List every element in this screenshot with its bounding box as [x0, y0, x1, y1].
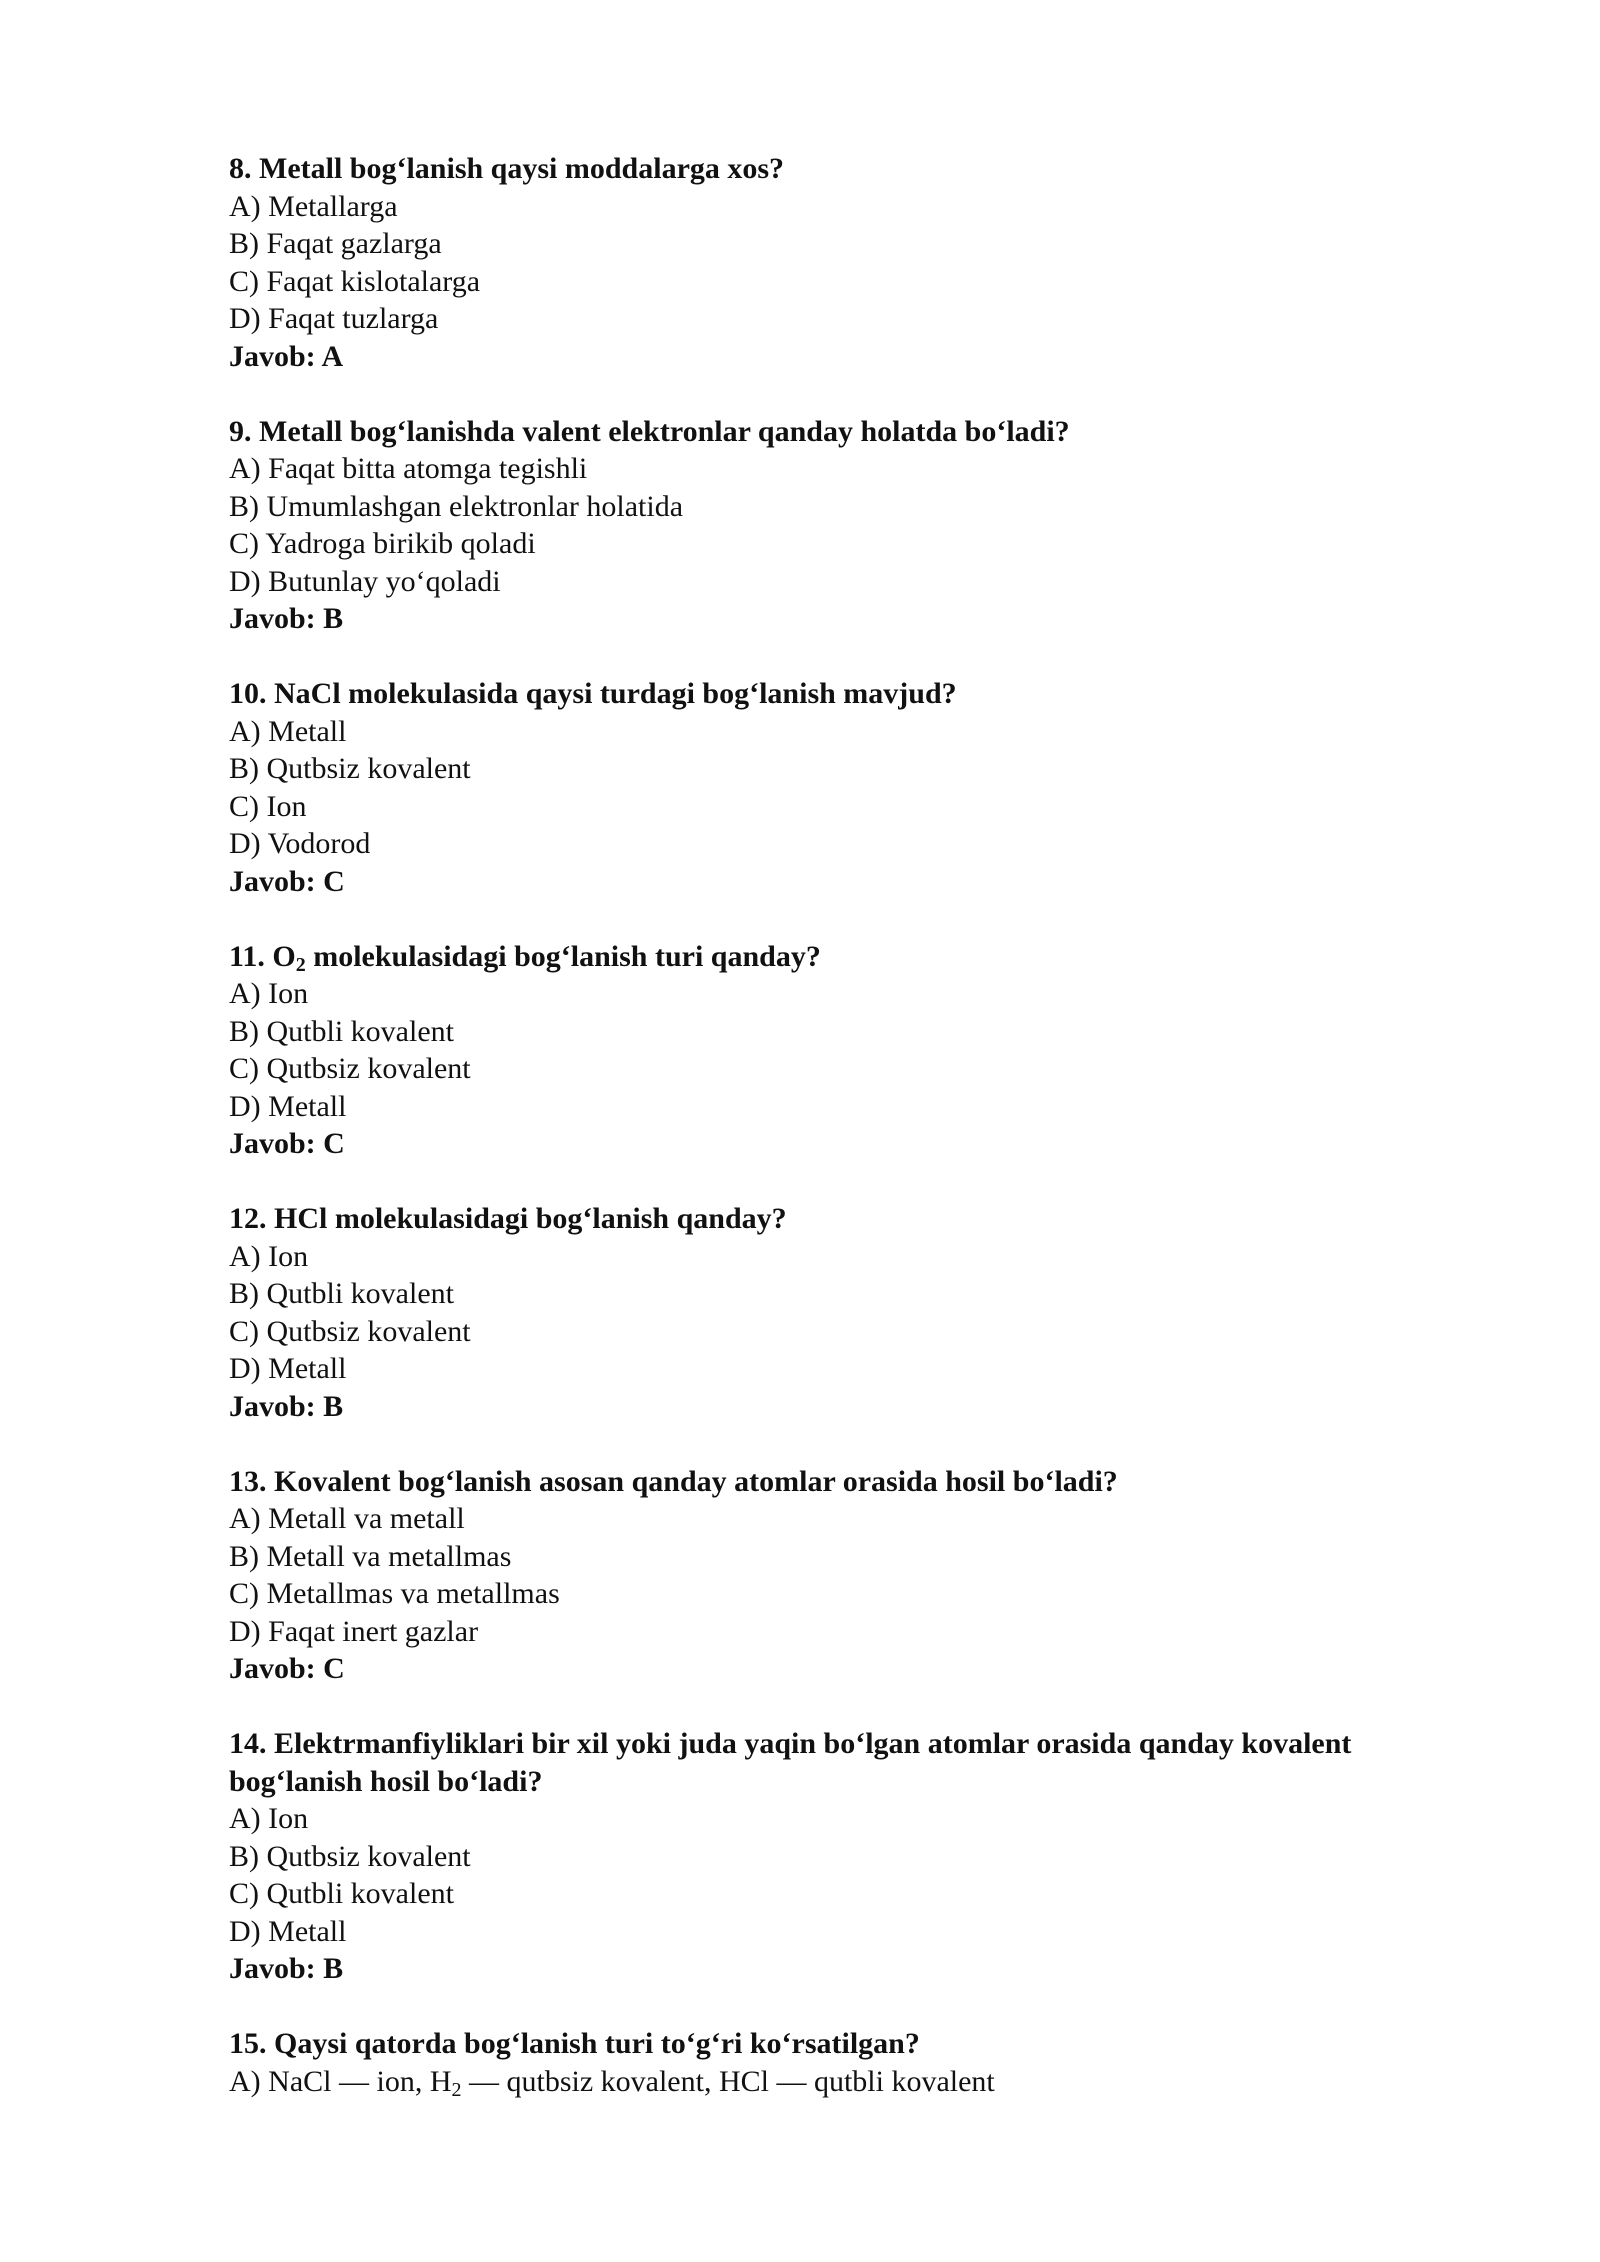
question-number: 12.	[229, 1202, 267, 1235]
question-text: Metall bog‘lanishda valent elektronlar qanday holatda bo‘ladi?	[259, 414, 1070, 448]
option-b: B) Faqat gazlarga	[229, 227, 442, 260]
option-b: B) Metall va metallmas	[229, 1539, 512, 1573]
option-a: A) Metall	[229, 714, 347, 748]
question-block-12	[229, 1200, 1459, 1425]
question-number: 15.	[229, 2027, 267, 2060]
option-c: C) Faqat kislotalarga	[229, 264, 481, 298]
question-title-15	[229, 2025, 1459, 2063]
option-a: A) Metallarga	[229, 189, 398, 223]
question-block-14	[229, 1725, 1459, 1988]
answer-line: Javob: C	[229, 864, 345, 898]
question-block-9	[229, 413, 1459, 638]
option-d: D) Faqat inert gazlar	[229, 1614, 479, 1648]
question-block-15	[229, 2025, 1459, 2100]
question-title-13	[229, 1463, 1459, 1501]
option-d: D) Metall	[229, 1914, 347, 1948]
answer-line: Javob: B	[229, 1389, 344, 1423]
option-b: B) Qutbli kovalent	[229, 1277, 454, 1310]
subscript: 2	[295, 953, 306, 976]
answer-line: Javob: C	[229, 1652, 345, 1685]
question-title-14	[229, 1725, 1459, 1800]
option-b: B) Qutbsiz kovalent	[229, 752, 471, 785]
question-title-9	[229, 413, 1459, 451]
question-block-10	[229, 675, 1459, 900]
option-d: D) Butunlay yo‘qoladi	[229, 564, 501, 598]
question-text: HCl molekulasidagi bog‘lanish qanday?	[274, 1202, 787, 1235]
question-title-11	[229, 938, 1459, 976]
option-a: A) Metall va metall	[229, 1502, 465, 1535]
question-text: Elektrmanfiyliklari bir xil yoki juda yaqin bo‘lgan atomlar orasida qanday kovalent bog‘lanish hosil bo‘ladi?	[229, 1727, 1352, 1798]
option-c: C) Yadroga birikib qoladi	[229, 527, 536, 560]
question-block-13	[229, 1463, 1459, 1688]
answer-line: Javob: B	[229, 1952, 344, 1985]
option-a	[229, 2063, 1459, 2101]
option-c: C) Metallmas va metallmas	[229, 1577, 560, 1610]
option-d: D) Metall	[229, 1089, 347, 1123]
question-title-8	[229, 150, 1459, 188]
option-a-pre: A) NaCl — ion, H	[229, 2064, 452, 2098]
answer-line: Javob: B	[229, 602, 344, 635]
question-text-post: molekulasidagi bog‘lanish turi qanday?	[305, 939, 821, 973]
option-c: C) Qutbsiz kovalent	[229, 1314, 471, 1348]
option-b: B) Qutbli kovalent	[229, 1014, 454, 1048]
document-page	[229, 150, 1459, 2138]
question-title-10	[229, 675, 1459, 713]
option-a: A) Ion	[229, 1802, 309, 1835]
question-number: 10.	[229, 677, 267, 710]
question-number: 13.	[229, 1464, 267, 1498]
option-d: D) Faqat tuzlarga	[229, 302, 439, 335]
answer-line: Javob: A	[229, 339, 344, 373]
option-a-post: — qutbsiz kovalent, HCl — qutbli kovalent	[461, 2064, 995, 2098]
option-d: D) Vodorod	[229, 827, 371, 860]
question-text-pre: O	[272, 939, 296, 973]
question-number: 9.	[229, 414, 252, 448]
option-a: A) Ion	[229, 977, 309, 1010]
option-c: C) Ion	[229, 789, 307, 823]
option-b: B) Umumlashgan elektronlar holatida	[229, 489, 684, 523]
option-a: A) Ion	[229, 1239, 309, 1273]
question-number: 11.	[229, 939, 265, 973]
option-b: B) Qutbsiz kovalent	[229, 1839, 471, 1873]
answer-line: Javob: C	[229, 1127, 345, 1160]
subscript: 2	[451, 2078, 462, 2101]
option-c: C) Qutbsiz kovalent	[229, 1052, 471, 1085]
question-block-11	[229, 938, 1459, 1163]
question-title-12	[229, 1200, 1459, 1238]
question-text: Metall bog‘lanish qaysi moddalarga xos?	[259, 152, 785, 185]
question-text: Kovalent bog‘lanish asosan qanday atomlar orasida hosil bo‘ladi?	[274, 1464, 1118, 1498]
option-a: A) Faqat bitta atomga tegishli	[229, 452, 588, 485]
question-number: 8.	[229, 152, 252, 185]
option-d: D) Metall	[229, 1352, 347, 1385]
question-text: Qaysi qatorda bog‘lanish turi to‘g‘ri ko‘rsatilgan?	[274, 2027, 920, 2060]
question-block-8	[229, 150, 1459, 375]
question-text: NaCl molekulasida qaysi turdagi bog‘lanish mavjud?	[274, 677, 957, 710]
option-c: C) Qutbli kovalent	[229, 1877, 454, 1910]
question-number: 14.	[229, 1727, 267, 1760]
